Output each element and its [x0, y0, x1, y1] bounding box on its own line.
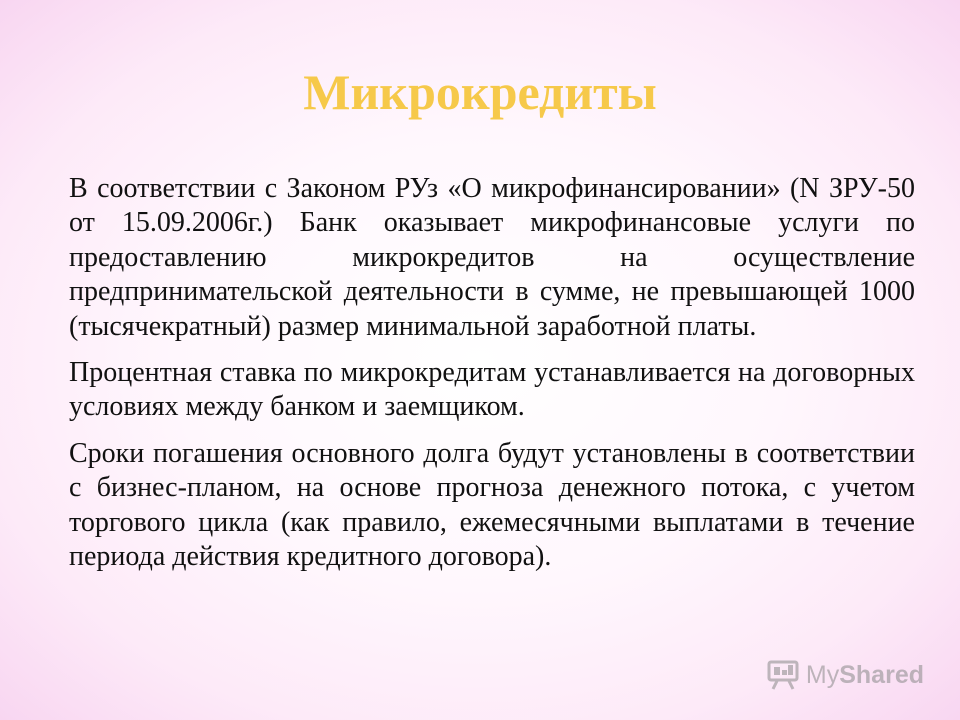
slide-body	[69, 172, 915, 586]
projector-screen-icon	[766, 660, 800, 690]
paragraph-law: В соответствии с Законом РУз «О микрофинансировании» (N ЗРУ-50 от 15.09.2006г.) Банк оказывает микрофинансовые услуги по предоставлению микрокредитов на осуществление предпринимательской деятельности в сумме, не превышающей 1000 (тысячекратный) размер минимальной заработной платы.	[69, 173, 915, 342]
watermark-my: My	[805, 660, 840, 689]
myshared-watermark	[766, 660, 924, 690]
paragraph-interest-rate: Процентная ставка по микрокредитам устанавливается на договорных условиях между банком и заемщиком.	[69, 357, 915, 423]
watermark-shared: Shared	[839, 660, 924, 689]
slide-title: Микрокредиты	[303, 64, 657, 120]
watermark-label	[806, 661, 924, 690]
paragraph-repayment: Сроки погашения основного долга будут установлены в соответствии с бизнес-планом, на основе прогноза денежного потока, с учетом торгового цикла (как правило, ежемесячными выплатами в течение периода действия кредитного договора).	[69, 437, 915, 573]
